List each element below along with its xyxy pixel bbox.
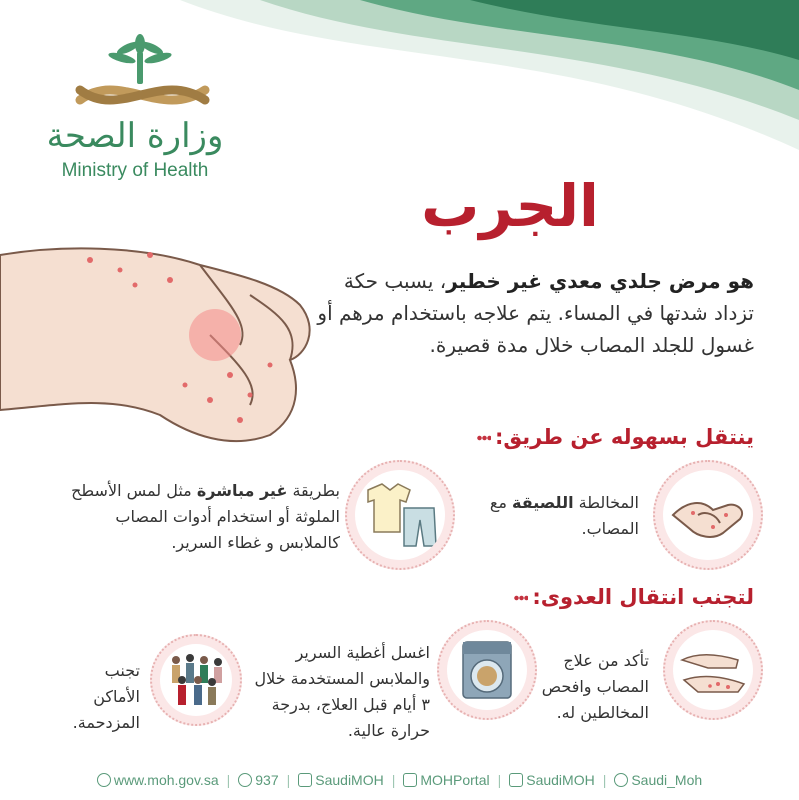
footer xyxy=(0,760,799,800)
separator: | xyxy=(497,772,502,788)
intro-bold-text: هو مرض جلدي معدي غير خطير xyxy=(446,269,754,293)
itchy-hand-illustration xyxy=(0,235,335,455)
clothes-circle xyxy=(345,460,455,570)
separator: | xyxy=(286,772,291,788)
youtube-icon xyxy=(403,773,417,787)
dots-icon xyxy=(514,594,528,602)
crowd-circle xyxy=(150,634,242,726)
separator: | xyxy=(226,772,231,788)
page-title: الجرب xyxy=(421,172,599,240)
indirect-contact-text: بطريقة غير مباشرة مثل لمس الأسطح الملوثة أو استخدام أدوات المصاب كالملابس و غطاء السرير. xyxy=(71,481,340,552)
separator: | xyxy=(602,772,607,788)
crowd-icon xyxy=(164,650,228,710)
prevention-text-1: تأكد من علاج المصاب وافحص المخالطين له. xyxy=(541,651,649,722)
facebook-icon xyxy=(509,773,523,787)
facebook-link[interactable]: SaudiMOH xyxy=(509,772,594,788)
intro-text: ، يسبب حكة تزداد شدتها في المساء. يتم علاجه باستخدام مرهم أو غسول للجلد المصاب خلال مدة قصيرة. xyxy=(317,269,754,357)
prevention-text-3: تجنب الأماكن المزدحمة. xyxy=(72,661,140,732)
palm-swords-emblem-icon xyxy=(40,30,240,120)
prevention-heading-text: لتجنب انتقال العدوى: xyxy=(532,585,754,609)
snapchat-icon xyxy=(614,773,628,787)
dots-icon xyxy=(477,434,491,442)
hands-icon xyxy=(678,640,748,700)
washing-machine-circle xyxy=(437,620,537,720)
direct-contact-text: المخالطة اللصيقة مع المصاب. xyxy=(489,493,639,538)
clothes-icon xyxy=(360,480,440,550)
transmission-heading xyxy=(477,425,754,449)
logo-arabic-text: وزارة الصحة xyxy=(46,116,224,156)
washing-machine-icon xyxy=(457,638,517,702)
handshake-icon xyxy=(668,485,748,545)
website-link[interactable]: www.moh.gov.sa xyxy=(97,772,219,788)
handshake-circle xyxy=(653,460,763,570)
phone-icon xyxy=(238,773,252,787)
globe-icon xyxy=(97,773,111,787)
hands-circle xyxy=(663,620,763,720)
twitter-link[interactable]: SaudiMOH xyxy=(298,772,383,788)
separator: | xyxy=(391,772,396,788)
transmission-heading-text: ينتقل بسهوله عن طريق: xyxy=(494,425,754,449)
snapchat-link[interactable]: Saudi_Moh xyxy=(614,772,702,788)
intro-paragraph xyxy=(304,265,754,361)
prevention-heading xyxy=(514,585,754,609)
youtube-link[interactable]: MOHPortal xyxy=(403,772,489,788)
phone-link[interactable]: 937 xyxy=(238,772,278,788)
prevention-text-2: اغسل أغطية السرير والملابس المستخدمة خلال ٣ أيام قبل العلاج، بدرجة حرارة عالية. xyxy=(254,643,430,740)
logo-english-text: Ministry of Health xyxy=(61,160,209,181)
twitter-icon xyxy=(298,773,312,787)
